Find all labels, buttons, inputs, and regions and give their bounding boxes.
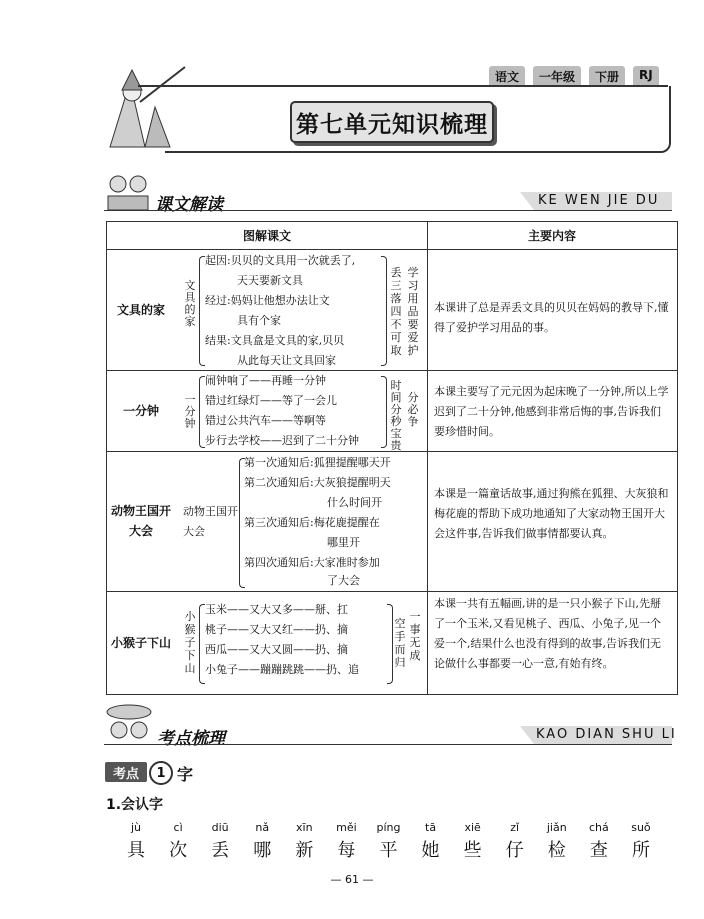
- hanzi: 查: [589, 840, 608, 861]
- pinyin: xiē: [464, 821, 481, 834]
- table-row-rule: [107, 591, 677, 592]
- table-row-rule: [107, 249, 677, 250]
- diagram-line: 第四次通知后:大家准时参加: [244, 556, 380, 569]
- pinyin: píng: [376, 821, 401, 834]
- diagram-line: 西瓜——又大又圆——扔、摘: [205, 643, 348, 656]
- lesson-name: 小猴子下山: [110, 635, 171, 650]
- section-en-kewen: KE WEN JIE DU: [538, 193, 660, 208]
- diagram-line: 经过:妈妈让他想办法让文: [205, 294, 330, 307]
- subsection-title: 1.会认字: [106, 797, 164, 813]
- main-content: 本课主要写了元元因为起床晚了一分钟,所以上学迟到了二十分钟,他感到非常后悔的事,告诉我们要珍惜时间。: [434, 385, 669, 438]
- diagram-center: 动物王国开大会: [183, 505, 238, 538]
- page-title: 第七单元知识梳理: [290, 101, 494, 143]
- hanzi: 仔: [505, 840, 524, 861]
- volume-tag: 下册: [589, 66, 625, 87]
- section-title-kaodian: 考点梳理: [157, 729, 225, 749]
- section-rule: [104, 744, 672, 745]
- diagram-line: 第二次通知后:大灰狼提醒明天: [244, 476, 391, 489]
- diagram-line: 玉米——又大又多——掰、扛: [205, 603, 348, 616]
- students-illustration: [104, 172, 152, 212]
- pinyin: xīn: [296, 821, 313, 834]
- character-item: [158, 821, 198, 862]
- diagram-line: 从此每天让文具回家: [237, 354, 336, 367]
- right-brace: [387, 604, 393, 684]
- hanzi: 平: [379, 840, 398, 861]
- character-list: [116, 821, 661, 862]
- diagram-center: 文具的家: [184, 279, 196, 328]
- diagram-line: 错过公共汽车——等啊等: [205, 414, 326, 427]
- diagram-summary: 一事无成: [409, 610, 421, 662]
- lesson-name: 动物王国开大会: [111, 504, 172, 538]
- right-brace: [381, 256, 387, 366]
- character-item: [242, 821, 282, 862]
- diagram-line: 第三次通知后:梅花鹿提醒在: [244, 516, 380, 529]
- edition-tag: RJ: [633, 66, 659, 87]
- pinyin: cì: [173, 821, 183, 834]
- hanzi: 些: [463, 840, 482, 861]
- kaodian-topic: 字: [177, 765, 194, 784]
- hanzi: 所: [631, 840, 650, 861]
- hanzi: 检: [547, 840, 566, 861]
- diagram-line: 天天要新文具: [237, 274, 303, 287]
- diagram-summary: 学习用品要爱护: [407, 266, 419, 357]
- diagram-line: 闹钟响了——再睡一分钟: [205, 374, 326, 387]
- grade-tag: 一年级: [533, 66, 581, 87]
- pinyin: jiǎn: [546, 821, 567, 834]
- character-item: [200, 821, 240, 862]
- pinyin: chá: [588, 821, 609, 834]
- diagram-summary: 丢三落四不可取: [390, 266, 402, 357]
- table-header-content: 主要内容: [527, 229, 576, 243]
- diagram-summary: 空手而归: [394, 617, 406, 669]
- diagram-line: 具有个家: [237, 314, 281, 327]
- character-item: [537, 821, 577, 862]
- diagram-line: 什么时间开: [327, 496, 382, 509]
- character-item: [621, 821, 661, 862]
- pinyin: měi: [336, 821, 357, 834]
- hanzi: 具: [127, 840, 145, 861]
- right-brace: [381, 376, 387, 448]
- section-title-kewen: 课文解读: [155, 195, 223, 215]
- diagram-line: 哪里开: [327, 536, 360, 549]
- hanzi: 丢: [211, 840, 230, 861]
- table-row-rule: [107, 370, 677, 371]
- main-content: 本课是一篇童话故事,通过狗熊在狐狸、大灰狼和梅花鹿的帮助下成功地通知了大家动物王国开大会这件事,告诉我们做事情都要认真。: [434, 487, 669, 540]
- character-item: [411, 821, 451, 862]
- grade-tags: [489, 66, 659, 87]
- hanzi: 每: [337, 840, 356, 861]
- character-item: [326, 821, 366, 862]
- section-rule: [104, 210, 672, 211]
- character-item: [284, 821, 324, 862]
- character-item: [495, 821, 535, 862]
- pinyin: nǎ: [255, 821, 270, 834]
- diagram-line: 第一次通知后:狐狸提醒哪天开: [244, 456, 391, 469]
- diagram-line: 起因:贝贝的文具用一次就丢了,: [205, 254, 356, 267]
- kids-illustration: [104, 702, 154, 744]
- character-item: [368, 821, 408, 862]
- hanzi: 次: [169, 840, 188, 861]
- pinyin: zǐ: [510, 821, 520, 834]
- hanzi: 哪: [253, 840, 272, 861]
- hanzi: 新: [295, 840, 314, 861]
- kaodian-number: 1: [149, 761, 173, 785]
- pinyin: jù: [130, 821, 142, 834]
- pinyin: diū: [211, 821, 229, 834]
- diagram-line: 步行去学校——迟到了二十分钟: [205, 434, 359, 447]
- lesson-table: [106, 221, 678, 695]
- table-header-diagram: 图解课文: [242, 229, 291, 243]
- diagram-center: 小猴子下山: [184, 610, 196, 675]
- character-item: [579, 821, 619, 862]
- diagram-summary: 时间分秒宝贵: [390, 379, 402, 452]
- diagram-line: 错过红绿灯——等了一会儿: [205, 394, 337, 407]
- page-number: — 61 —: [330, 873, 374, 886]
- diagram-line: 桃子——又大又红——扔、摘: [205, 623, 348, 636]
- diagram-summary: 分必争: [407, 391, 419, 428]
- lesson-name: 一分钟: [122, 403, 159, 418]
- subject-tag: 语文: [489, 66, 525, 87]
- pinyin: tā: [425, 821, 437, 834]
- diagram-center: 一分钟: [184, 393, 196, 430]
- section-en-kaodian: KAO DIAN SHU LI: [536, 727, 677, 742]
- main-content: 本课讲了总是弄丢文具的贝贝在妈妈的教导下,懂得了爱护学习用品的事。: [434, 301, 669, 334]
- pinyin: suǒ: [631, 821, 651, 834]
- table-col-divider: [427, 222, 428, 694]
- main-content: 本课一共有五幅画,讲的是一只小猴子下山,先掰了一个玉米,又看见桃子、西瓜、小兔子,见一个爱一个,结果什么也没有得到的故事,告诉我们无论做什么事都要一心一意,有始有终。: [434, 597, 661, 670]
- character-item: [116, 821, 156, 862]
- diagram-line: 了大会: [327, 574, 360, 587]
- character-item: [453, 821, 493, 862]
- kaodian-label: 考点: [105, 762, 147, 782]
- lesson-name: 文具的家: [116, 302, 165, 317]
- diagram-line: 小兔子——蹦蹦跳跳——扔、追: [205, 663, 359, 676]
- hanzi: 她: [421, 840, 440, 861]
- diagram-line: 结果:文具盒是文具的家,贝贝: [205, 334, 345, 347]
